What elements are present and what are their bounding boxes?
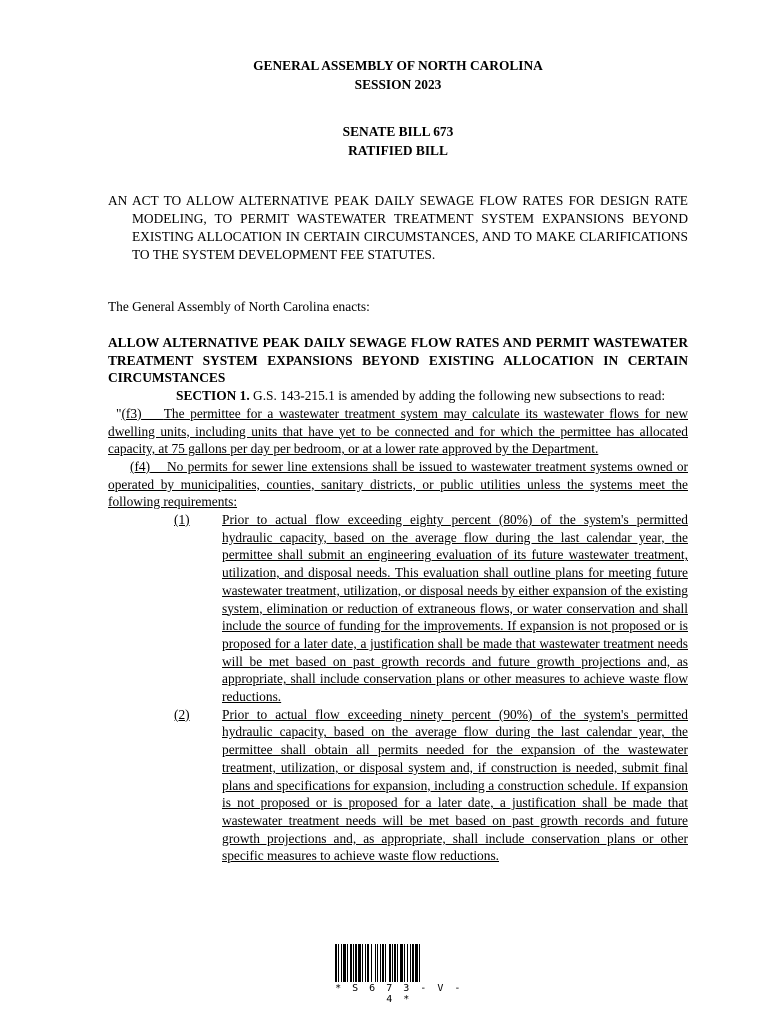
barcode-bar bbox=[335, 944, 337, 982]
item-text: Prior to actual flow exceeding eighty percent (80%) of the system's permitted hydraulic capacity, based on the average flow during the last calendar year, the permittee shall submit an engineering evaluation of its future wastewater treatment, utilization, and disposal needs. This evaluation shall outline plans for meeting future wastewater treatment, utilization, or disposal needs by either expansion of the existing system, elimination or reduction of extraneous flows, or water conservation and shall include the source of funding for the improvements. If expansion is not proposed or is proposed for a later date, a justification shall be made that wastewater treatment needs will be met based on past growth records and future growth projections and, as appropriate, shall include conservation plans or other measures to achieve waste flow reductions. bbox=[222, 512, 688, 705]
subsection-f4 bbox=[108, 458, 688, 511]
section-1-text: G.S. 143-215.1 is amended by adding the following new subsections to read: bbox=[249, 388, 666, 404]
barcode bbox=[334, 944, 464, 1005]
item-number: (1) bbox=[174, 512, 190, 528]
opening-quote: " bbox=[116, 405, 122, 421]
part-heading: ALLOW ALTERNATIVE PEAK DAILY SEWAGE FLOW RATES AND PERMIT WASTEWATER TREATMENT SYSTEM EXPANSIONS BEYOND EXISTING ALLOCATION IN CERTAIN CIRCUMSTANCES bbox=[108, 335, 688, 386]
barcode-bar bbox=[343, 944, 346, 982]
list-item bbox=[108, 706, 688, 865]
barcode-bar bbox=[404, 944, 405, 982]
bill-status: RATIFIED BILL bbox=[348, 143, 448, 158]
barcode-bar bbox=[350, 944, 352, 982]
barcode-bar bbox=[358, 944, 361, 982]
subsection-f4-label: (f4) bbox=[130, 458, 151, 474]
section-1 bbox=[108, 387, 688, 405]
list-item bbox=[108, 511, 688, 706]
barcode-bar bbox=[412, 944, 414, 982]
subsection-f3-label: (f3) bbox=[121, 405, 142, 421]
barcode-bar bbox=[341, 944, 342, 982]
barcode-bar bbox=[394, 944, 396, 982]
bill-body bbox=[108, 334, 688, 865]
barcode-bar bbox=[355, 944, 357, 982]
barcode-bar bbox=[397, 944, 398, 982]
barcode-bar bbox=[371, 944, 372, 982]
subsection-f3 bbox=[108, 405, 688, 458]
barcode-bar bbox=[392, 944, 393, 982]
assembly-title: GENERAL ASSEMBLY OF NORTH CAROLINA bbox=[253, 58, 543, 73]
section-1-label: SECTION 1. bbox=[176, 388, 250, 404]
act-title: AN ACT TO ALLOW ALTERNATIVE PEAK DAILY SEWAGE FLOW RATES FOR DESIGN RATE MODELING, TO PERMIT WASTEWATER TREATMENT SYSTEM EXPANSIONS BEYOND EXISTING ALLOCATION IN CERTAIN CIRCUMSTANCES, AND TO MAKE CLARIFICATIONS TO THE SYSTEM DEVELOPMENT FEE STATUTES. bbox=[108, 193, 688, 262]
subsection-f3-text: The permittee for a wastewater treatment system may calculate its wastewater flows for new dwelling units, including units that have yet to be connected and for which the permittee has allocated capacity, at 75 gallons per day per bedroom, or at a lower rate approved by the Department. bbox=[108, 405, 689, 457]
session-title: SESSION 2023 bbox=[354, 77, 442, 92]
document-header bbox=[108, 56, 688, 94]
barcode-bar bbox=[375, 944, 376, 982]
bill-number: SENATE BILL 673 bbox=[342, 124, 454, 139]
barcode-text: * S 6 7 3 - V - 4 * bbox=[335, 983, 463, 1005]
barcode-bar bbox=[367, 944, 369, 982]
barcode-bar bbox=[365, 944, 366, 982]
barcode-bar bbox=[410, 944, 411, 982]
barcode-bar bbox=[382, 944, 384, 982]
bill-header bbox=[108, 122, 688, 160]
barcode-bar bbox=[380, 944, 381, 982]
subsection-f4-text: No permits for sewer line extensions shall be issued to wastewater treatment systems owned or operated by municipalities, counties, sanitary districts, or public utilities unless the systems meet the following requirements: bbox=[108, 458, 688, 510]
barcode-image bbox=[334, 944, 464, 982]
barcode-bar bbox=[362, 944, 363, 982]
barcode-bar bbox=[353, 944, 354, 982]
item-text: Prior to actual flow exceeding ninety percent (90%) of the system's permitted hydraulic capacity, based on the average flow during the last calendar year, the permittee shall obtain all permits needed for the expansion of the wastewater treatment, utilization, or disposal system and, if construction is needed, submit final plans and specifications for expansion, including a construction schedule. If expansion is not proposed or is proposed for a later date, a justification shall be made that wastewater treatment needs will be met based on past growth records and future growth projections and, as appropriate, shall include conservation plans or other specific measures to achieve waste flow reductions. bbox=[222, 706, 688, 864]
barcode-bar bbox=[338, 944, 339, 982]
enacting-clause: The General Assembly of North Carolina enacts: bbox=[108, 299, 370, 314]
barcode-bar bbox=[407, 944, 408, 982]
item-number: (2) bbox=[174, 706, 190, 722]
barcode-bar bbox=[419, 944, 420, 982]
barcode-bar bbox=[415, 944, 418, 982]
barcode-bar bbox=[385, 944, 386, 982]
barcode-bar bbox=[377, 944, 378, 982]
barcode-bar bbox=[400, 944, 403, 982]
barcode-bar bbox=[389, 944, 391, 982]
barcode-bar bbox=[347, 944, 348, 982]
